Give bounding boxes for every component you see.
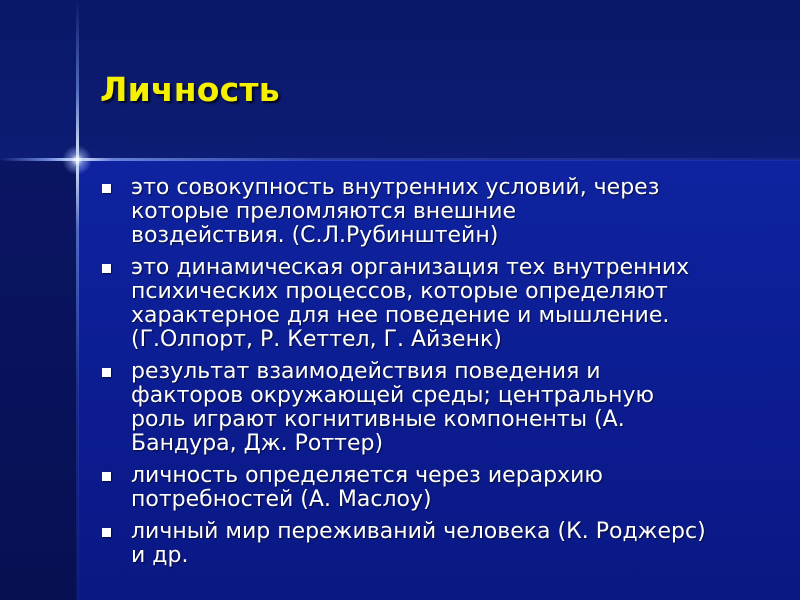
bullet-line: это совокупность внутренних условий, через [131, 175, 660, 200]
vertical-light-line [76, 0, 79, 600]
square-bullet-icon [102, 472, 111, 481]
bullet-text [131, 176, 760, 248]
bullet-text [131, 256, 760, 352]
bullet-item [100, 464, 760, 512]
bullet-line: и др. [131, 543, 189, 568]
bullet-text [131, 464, 760, 512]
bullet-item [100, 176, 760, 248]
bullet-line: психических процессов, которые определяют [131, 279, 668, 304]
bullet-line: которые преломляются внешние [131, 199, 517, 224]
bullet-item [100, 256, 760, 352]
slide-title: Личность [100, 70, 280, 109]
bullet-line: факторов окружающей среды; центральную [131, 383, 655, 408]
bullet-text [131, 360, 760, 456]
bullet-line: личность определяется через иерархию [131, 463, 603, 488]
bullet-line: результат взаимодействия поведения и [131, 359, 601, 384]
light-flare [62, 145, 92, 175]
bullet-line: это динамическая организация тех внутренних [131, 255, 690, 280]
left-band [0, 160, 78, 600]
bullet-line: (Г.Олпорт, Р. Кеттел, Г. Айзенк) [131, 327, 502, 352]
bullet-item [100, 520, 760, 568]
horizontal-light-line [0, 158, 800, 161]
bullet-line: характерное для нее поведение и мышление. [131, 303, 670, 328]
bullet-line: Бандура, Дж. Роттер) [131, 431, 384, 456]
bullet-line: потребностей (А. Маслоу) [131, 487, 432, 512]
square-bullet-icon [102, 264, 111, 273]
bullet-line: роль играют когнитивные компоненты (А. [131, 407, 625, 432]
bullet-list [100, 176, 760, 576]
bullet-item [100, 360, 760, 456]
square-bullet-icon [102, 184, 111, 193]
square-bullet-icon [102, 368, 111, 377]
bullet-line: личный мир переживаний человека (К. Роджерс) [131, 519, 706, 544]
bullet-text [131, 520, 760, 568]
bullet-line: воздействия. (С.Л.Рубинштейн) [131, 223, 499, 248]
square-bullet-icon [102, 528, 111, 537]
